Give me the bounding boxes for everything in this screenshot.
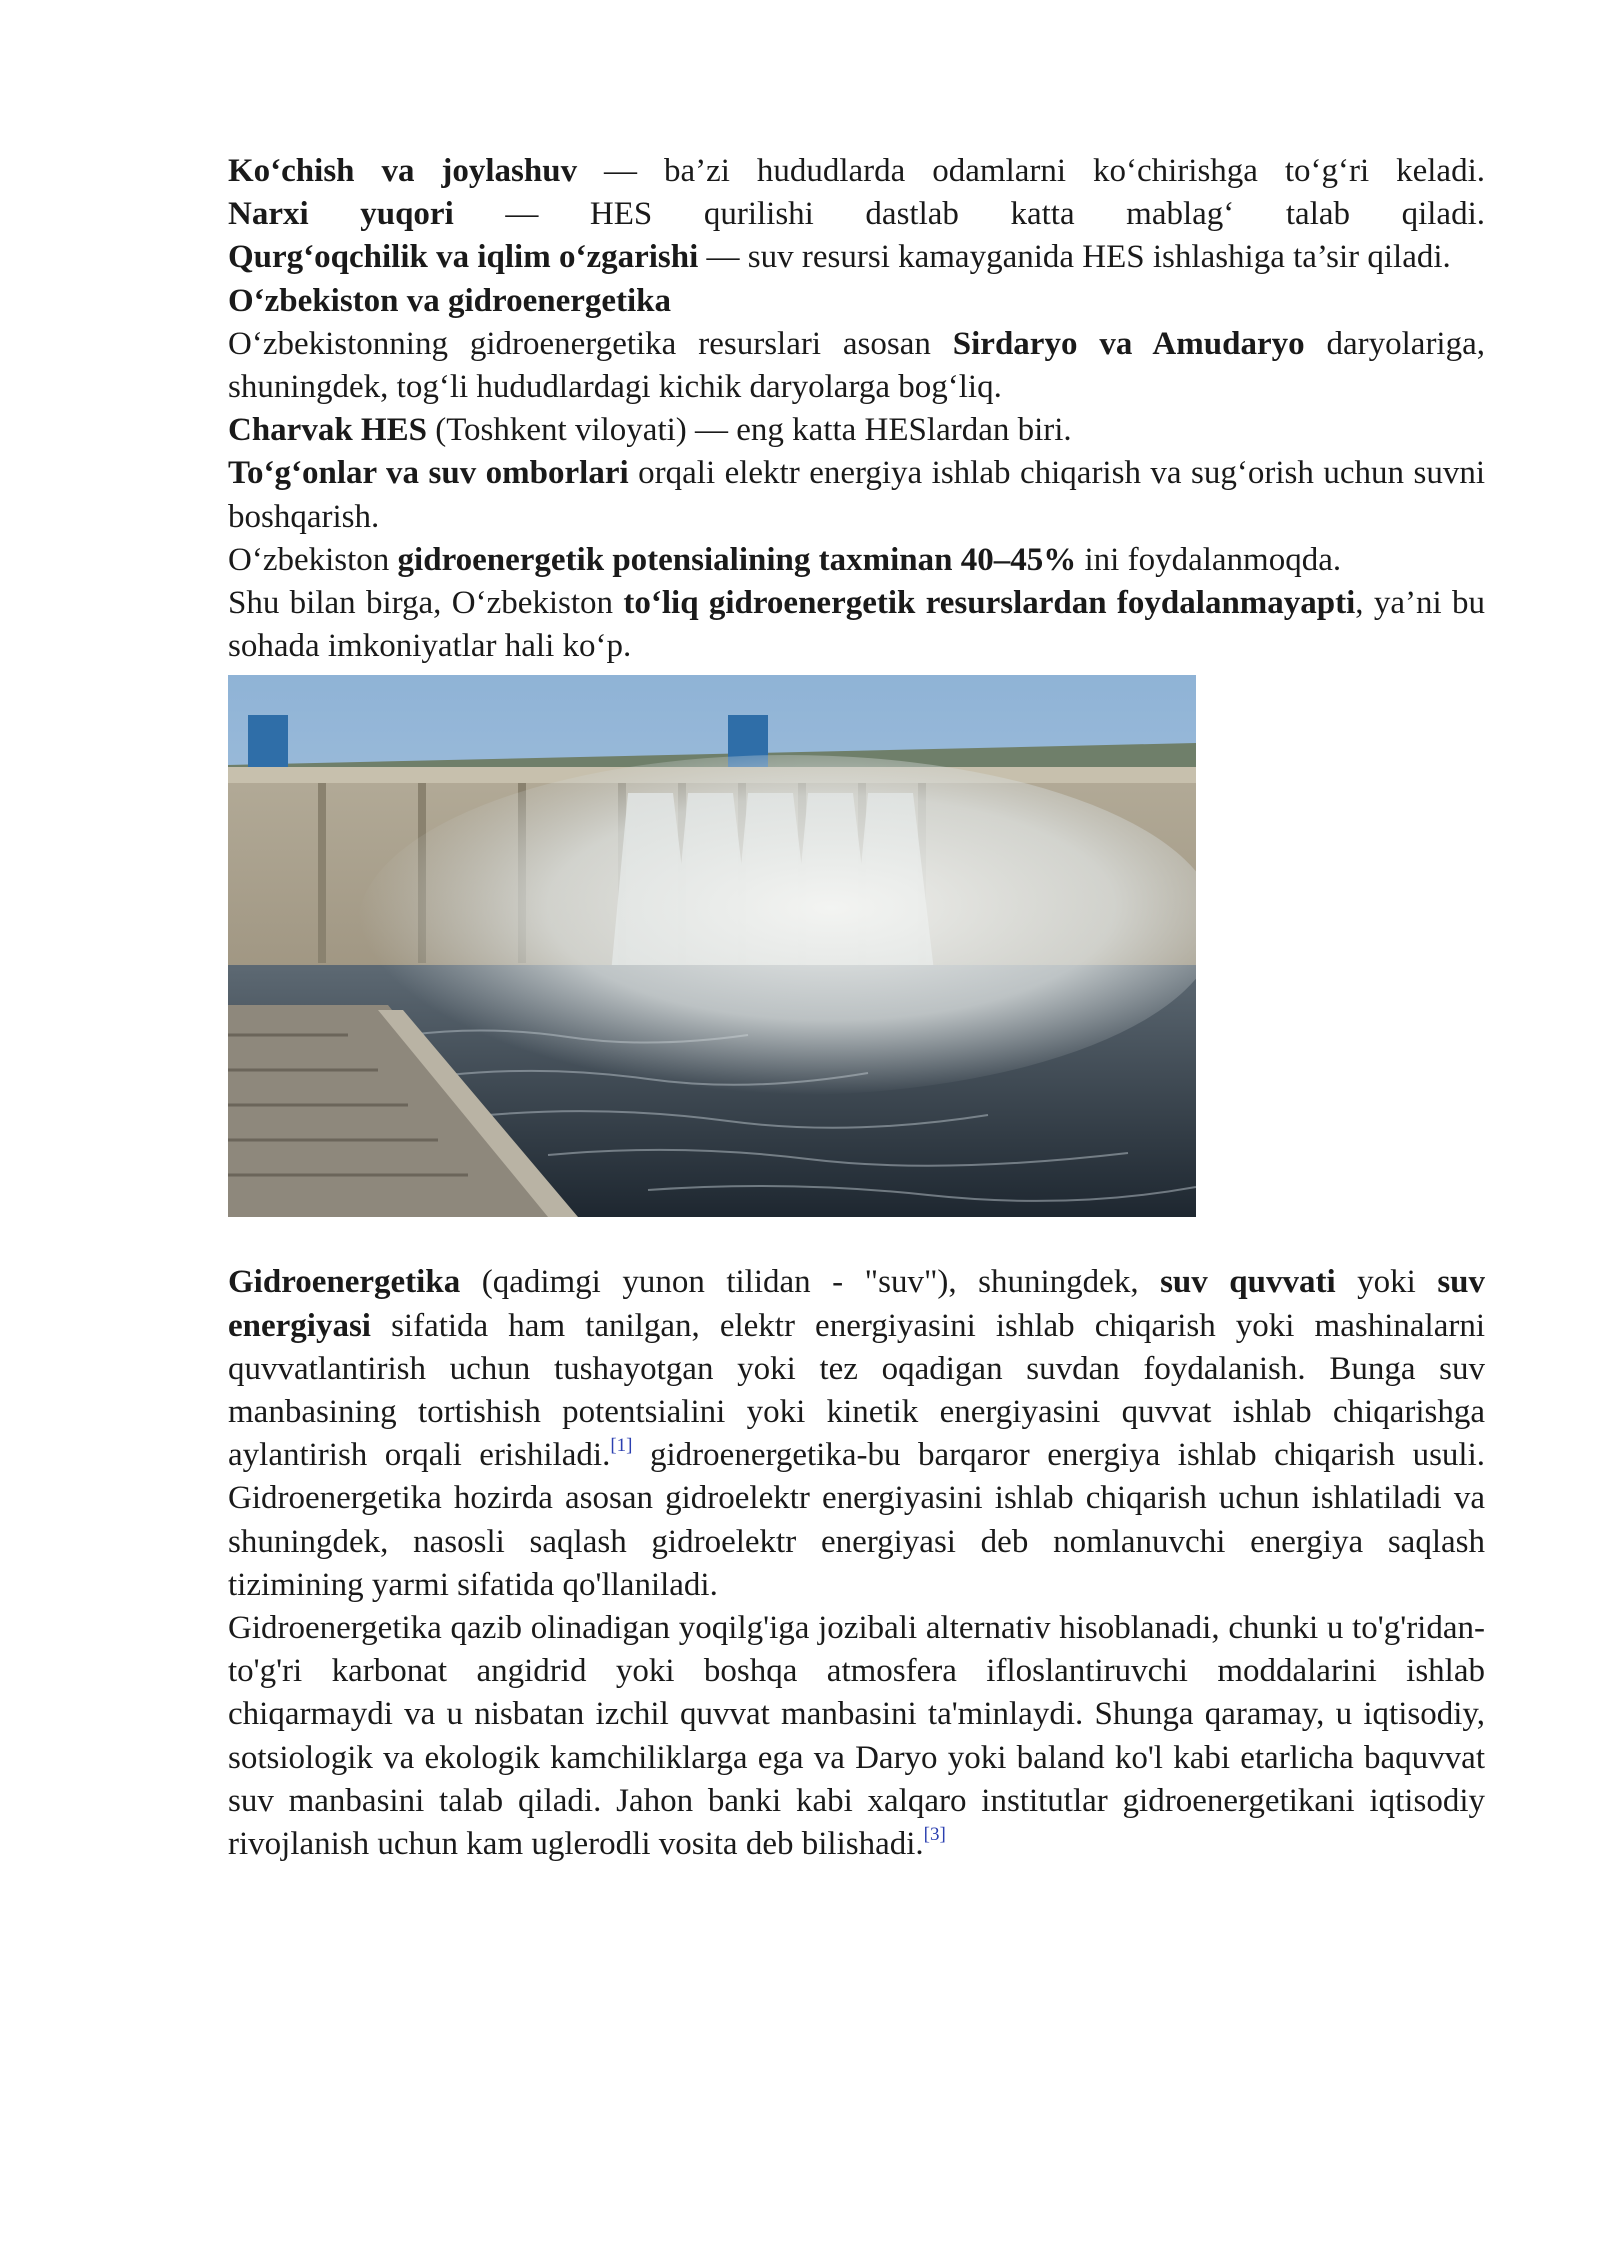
text: O‘zbekiston — [228, 541, 398, 578]
paragraph-alternative — [228, 1607, 1485, 1866]
line-text: — HES qurilishi dastlab katta mablag‘ talab qiladi. — [453, 196, 1485, 233]
text: Shu bilan birga, O‘zbekiston — [228, 585, 624, 622]
line-text: — suv resursi kamayganida HES ishlashiga ta’sir qiladi. — [698, 239, 1451, 276]
paragraph-charvak — [228, 409, 1485, 452]
text: ini foydalanmoqda. — [1076, 541, 1342, 578]
bold-term: gidroenergetik potensialining taxminan 40–45% — [397, 541, 1077, 578]
text: O‘zbekistonning gidroenergetika resurslari asosan — [228, 325, 953, 362]
text: yoki — [1335, 1264, 1438, 1301]
text: daryolariga, shuningdek, tog‘li hududlardagi kichik daryolarga bog‘liq. — [228, 325, 1485, 406]
bold-term: To‘g‘onlar va suv omborlari — [228, 455, 629, 492]
text: , ya’ni bu sohada imkoniyatlar hali ko‘p. — [228, 585, 1485, 665]
bold-term: to‘liq gidroenergetik resurslardan foydalanmayapti — [623, 585, 1356, 622]
line-drought — [228, 236, 1485, 279]
bold-term: Ko‘chish va joylashuv — [228, 153, 578, 189]
bold-term: Charvak HES — [228, 412, 427, 449]
bold-term: Narxi yuqori — [228, 196, 454, 233]
bold-term: Sirdaryo va Amudaryo — [952, 325, 1305, 362]
paragraph-definition — [228, 1261, 1485, 1607]
paragraph-resources — [228, 323, 1485, 409]
text: orqali elektr energiya ishlab chiqarish va sug‘orish uchun suvni boshqarish. — [228, 455, 1486, 535]
bold-term: Qurg‘oqchilik va iqlim o‘zgarishi — [228, 239, 699, 276]
paragraph-potential — [228, 539, 1485, 582]
line-cost — [228, 193, 1485, 236]
text: (Toshkent viloyati) — eng katta HESlardan biri. — [426, 412, 1072, 449]
text: (qadimgi yunon tilidan - "suv"), shuningdek, — [460, 1264, 1161, 1301]
bold-term: Gidroenergetika — [228, 1264, 461, 1301]
bold-term: suv energiyasi — [228, 1264, 1486, 1344]
footnote-ref-3[interactable]: [3] — [923, 1824, 946, 1846]
footnote-ref-1[interactable]: [1] — [610, 1435, 633, 1457]
paragraph-untapped — [228, 582, 1485, 668]
document-page — [228, 150, 1485, 1866]
section-heading — [228, 280, 1485, 323]
text: Gidroenergetika qazib olinadigan yoqilg'iga jozibali alternativ hisoblanadi, chunki u to'g'ridan-to'g'ri karbonat angidrid yoki boshqa atmosfera ifloslantiruvchi moddalarini ishlab chiqarmaydi va u nisbatan izchil quvvat manbasini ta'minlaydi. Shunga qaramay, u iqtisodiy, sotsiologik va ekologik kamchiliklarga ega va Daryo yoki baland ko'l kabi etarlicha baquvvat suv manbasini talab qiladi. Jahon banki kabi xalqaro institutlar gidroenergetikani iqtisodiy rivojlanish uchun kam uglerodli vosita deb bilishadi. — [228, 1610, 1485, 1863]
bold-term: suv quvvati — [1160, 1264, 1336, 1301]
line-relocation — [228, 150, 1485, 193]
dam-photo — [228, 675, 1196, 1217]
text: gidroenergetika-bu barqaror energiya ishlab chiqarish usuli. Gidroenergetika hozirda asosan gidroelektr energiyasini ishlab chiqarish uchun ishlatiladi va shuningdek, nasosli saqlash gidroelektr energiyasi deb nomlanuvchi energiya saqlash tizimining yarmi sifatida qo'llaniladi. — [228, 1437, 1485, 1603]
heading-text: O‘zbekiston va gidroenergetika — [228, 282, 672, 319]
line-text: — ba’zi hududlarda odamlarni ko‘chirishga to‘g‘ri keladi. — [577, 153, 1485, 189]
paragraph-dams — [228, 452, 1485, 538]
text: sifatida ham tanilgan, elektr energiyasini ishlab chiqarish yoki mashinalarni quvvatlantirish uchun tushayotgan yoki tez oqadigan suvdan foydalanish. Bunga suv manbasining tortishish potentsialini yoki kinetik energiyasini quvvat ishlab chiqarishga aylantirish orqali erishiladi. — [228, 1307, 1485, 1474]
